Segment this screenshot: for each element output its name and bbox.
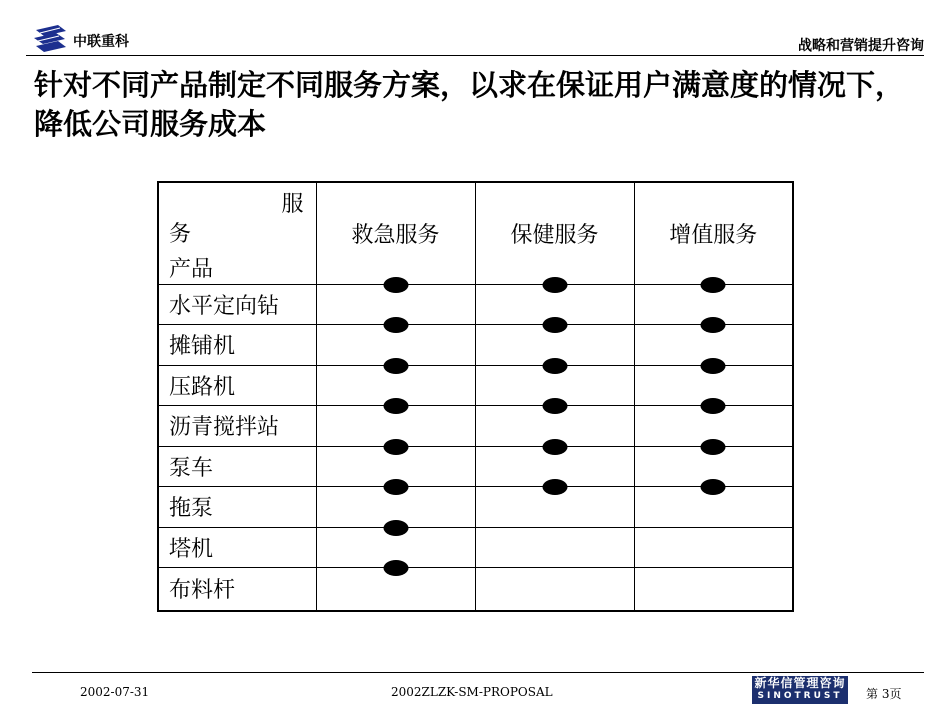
service-dot-icon (542, 439, 567, 455)
service-dot-icon (542, 358, 567, 374)
service-dot-icon (701, 358, 726, 374)
company-name: 中联重科 (73, 34, 129, 50)
footer-divider (32, 672, 924, 673)
service-dot-icon (701, 277, 726, 293)
corner-label-service-bottom: 务 (169, 222, 192, 247)
table-row (158, 284, 793, 325)
service-dot-icon (383, 317, 408, 333)
service-cell (634, 527, 793, 568)
product-label: 塔机 (158, 527, 316, 568)
service-cell (475, 568, 634, 611)
service-matrix-table (157, 181, 794, 612)
header-divider (26, 55, 924, 56)
table-row (158, 527, 793, 568)
product-label: 布料杆 (158, 568, 316, 611)
sinotrust-logo (752, 676, 848, 704)
service-dot-icon (542, 277, 567, 293)
table-row (158, 568, 793, 611)
service-cell (475, 487, 634, 528)
product-label: 泵车 (158, 446, 316, 487)
company-logo-icon (32, 24, 68, 52)
sinotrust-logo-en: SINOTRUST (757, 691, 843, 701)
sinotrust-logo-cn: 新华信管理咨询 (754, 676, 846, 690)
table-row (158, 446, 793, 487)
corner-label-product: 产品 (169, 257, 214, 282)
product-label: 拖泵 (158, 487, 316, 528)
service-dot-icon (383, 439, 408, 455)
service-dot-icon (383, 398, 408, 414)
service-dot-icon (383, 479, 408, 495)
header-title: 战略和营销提升咨询 (798, 38, 924, 54)
corner-cell (158, 182, 316, 284)
column-header-emergency: 救急服务 (316, 182, 475, 284)
column-header-value-added: 增值服务 (634, 182, 793, 284)
service-cell (475, 527, 634, 568)
table-row (158, 325, 793, 366)
page-number: 第 3页 (866, 687, 902, 701)
service-dot-icon (383, 520, 408, 536)
product-label: 摊铺机 (158, 325, 316, 366)
service-dot-icon (701, 439, 726, 455)
service-dot-icon (383, 277, 408, 293)
service-cell (634, 487, 793, 528)
service-dot-icon (701, 398, 726, 414)
table-row (158, 487, 793, 528)
slide-title: 针对不同产品制定不同服务方案，以求在保证用户满意度的情况下，降低公司服务成本 (34, 68, 905, 141)
footer-document-code: 2002ZLZK-SM-PROPOSAL (391, 685, 553, 699)
table-header-row (158, 182, 793, 284)
service-dot-icon (383, 358, 408, 374)
product-label: 沥青搅拌站 (158, 406, 316, 447)
service-cell (634, 568, 793, 611)
service-dot-icon (542, 398, 567, 414)
service-dot-icon (542, 317, 567, 333)
footer-date: 2002-07-31 (80, 685, 150, 699)
service-dot-icon (701, 479, 726, 495)
product-label: 水平定向钻 (158, 284, 316, 325)
corner-label-service-top: 服 (281, 192, 304, 217)
service-dot-icon (383, 560, 408, 576)
table-row (158, 365, 793, 406)
service-cell (316, 568, 475, 611)
table-row (158, 406, 793, 447)
service-dot-icon (701, 317, 726, 333)
product-label: 压路机 (158, 365, 316, 406)
service-dot-icon (542, 479, 567, 495)
column-header-maintenance: 保健服务 (475, 182, 634, 284)
